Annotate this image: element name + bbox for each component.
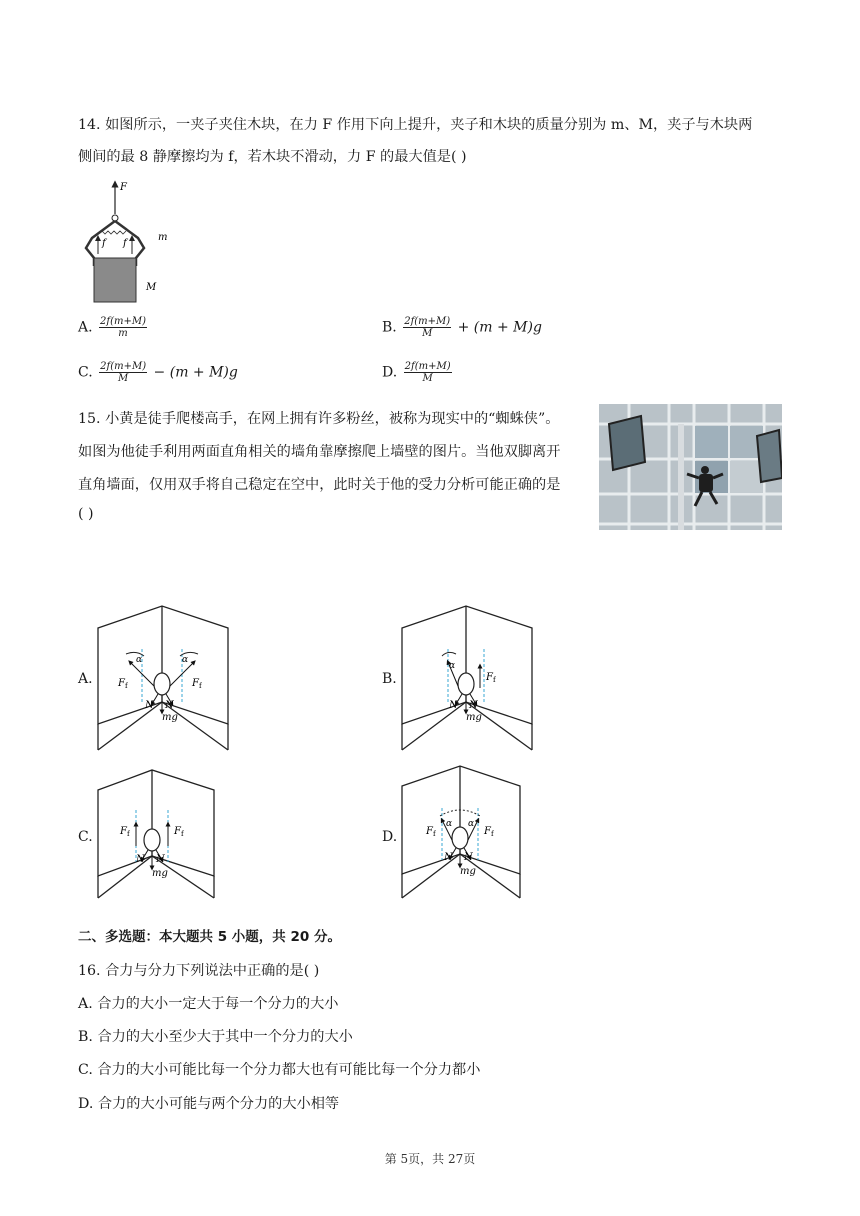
q15-diagram-a[interactable]: [96, 604, 230, 752]
q14-option-d-fraction: [404, 361, 452, 384]
q15c-n-right: N: [156, 854, 165, 865]
q15-diagram-c[interactable]: [96, 768, 216, 900]
q14-stem-line2: 侧间的最 8 静摩擦均为 f，若木块不滑动，力 F 的最大值是( ): [78, 149, 467, 165]
q15a-n-left: N: [145, 700, 154, 711]
q14-option-c-fraction: [99, 361, 147, 384]
q15-option-a-letter[interactable]: A.: [78, 671, 93, 687]
q15-spiderman-photo: [599, 404, 782, 530]
q14-option-c-den: M: [117, 373, 129, 384]
q16-stem: 16. 合力与分力下列说法中正确的是( ): [78, 963, 320, 979]
q14-option-b-den: M: [422, 328, 433, 339]
q15-stem-line2: 如图为他徒手利用两面直角相关的墙角靠摩擦爬上墙壁的图片。当他双脚离开: [78, 444, 561, 460]
q14-option-c[interactable]: [78, 361, 238, 384]
page-footer: 第 5页，共 27页: [384, 1152, 476, 1166]
q14-option-a-letter: A.: [78, 319, 93, 336]
q16-option-b[interactable]: B. 合力的大小至少大于其中一个分力的大小: [78, 1029, 353, 1045]
q14-option-c-num: 2f(m+M): [100, 361, 147, 372]
q15a-n-right: N: [165, 700, 174, 711]
q15d-n-left: N: [444, 852, 453, 863]
q15b-n-right: N: [469, 700, 478, 711]
q16-option-c[interactable]: C. 合力的大小可能比每一个分力都大也有可能比每一个分力都小: [78, 1062, 481, 1078]
q15b-alpha: α: [449, 661, 456, 671]
q15d-alpha-right: α: [468, 819, 475, 829]
q15-stem-line1: 15. 小黄是徒手爬楼高手，在网上拥有许多粉丝，被称为现实中的“蜘蛛侠”。: [78, 411, 560, 427]
q15d-ff-left: F: [426, 826, 433, 837]
q15b-mg: mg: [466, 712, 482, 723]
q14-label-f-left: f: [102, 238, 106, 249]
q14-option-b-fraction: [403, 316, 451, 339]
q15d-ff-left-sub: f: [433, 830, 436, 838]
q15-option-b-letter[interactable]: B.: [382, 671, 397, 687]
q14-stem-line1: 14. 如图所示，一夹子夹住木块，在力 F 作用下向上提升，夹子和木块的质量分别为 m、M，夹子与木块两: [78, 117, 753, 133]
q15d-ff-right-sub: f: [491, 830, 494, 838]
q15a-ff-left-sub: f: [125, 682, 128, 690]
q15a-ff-left: F: [118, 678, 125, 689]
q15c-mg: mg: [152, 868, 168, 879]
q15c-ff-left: F: [120, 826, 127, 837]
q16-option-d[interactable]: D. 合力的大小可能与两个分力的大小相等: [78, 1096, 340, 1112]
q15c-ff-right: F: [174, 826, 181, 837]
q14-clamp-figure: [80, 176, 180, 306]
q14-option-b[interactable]: [382, 316, 542, 339]
q15d-n-right: N: [464, 852, 473, 863]
q15d-mg: mg: [460, 866, 476, 877]
q15-diagram-d[interactable]: [400, 764, 522, 900]
q14-option-a-fraction: [99, 316, 147, 339]
q15a-alpha-left: α: [136, 655, 143, 665]
q14-label-F: F: [120, 182, 127, 193]
q15-option-c-letter[interactable]: C.: [78, 829, 93, 845]
q14-option-d-letter: D.: [382, 364, 398, 381]
section-2-title: 二、多选题：本大题共 5 小题，共 20 分。: [78, 929, 341, 945]
q15-diagram-b[interactable]: [400, 604, 534, 752]
q15c-n-left: N: [136, 854, 145, 865]
q14-option-d[interactable]: [382, 361, 454, 384]
q15-stem-line3: 直角墙面，仅用双手将自己稳定在空中，此时关于他的受力分析可能正确的是: [78, 477, 561, 493]
q15a-alpha-right: α: [182, 655, 189, 665]
q15b-ff: F: [486, 672, 493, 683]
q14-option-c-tail: − (m + M)g: [153, 364, 238, 381]
q14-option-d-den: M: [422, 373, 433, 384]
q14-option-b-tail: + (m + M)g: [457, 319, 542, 336]
q15a-ff-right: F: [192, 678, 199, 689]
q14-option-b-num: 2f(m+M): [404, 316, 451, 327]
q14-option-a[interactable]: [78, 316, 149, 339]
q15-option-d-letter[interactable]: D.: [382, 829, 398, 845]
q15c-ff-left-sub: f: [127, 830, 130, 838]
q15d-alpha-left: α: [446, 819, 453, 829]
q15a-ff-right-sub: f: [199, 682, 202, 690]
q14-option-a-den: m: [118, 328, 128, 339]
q16-option-a[interactable]: A. 合力的大小一定大于每一个分力的大小: [78, 996, 339, 1012]
q14-option-d-num: 2f(m+M): [404, 361, 451, 372]
q15a-mg: mg: [162, 712, 178, 723]
q15b-n-left: N: [449, 700, 458, 711]
q14-label-f-right: f: [123, 238, 127, 249]
q15d-ff-right: F: [484, 826, 491, 837]
q14-option-b-letter: B.: [382, 319, 397, 336]
q15-stem-line4: ( ): [78, 506, 94, 522]
q14-label-m: m: [158, 232, 168, 243]
q15b-ff-sub: f: [493, 676, 496, 684]
q15c-ff-right-sub: f: [181, 830, 184, 838]
q14-option-c-letter: C.: [78, 364, 93, 381]
q14-label-M: M: [146, 282, 157, 293]
q14-option-a-num: 2f(m+M): [100, 316, 146, 327]
